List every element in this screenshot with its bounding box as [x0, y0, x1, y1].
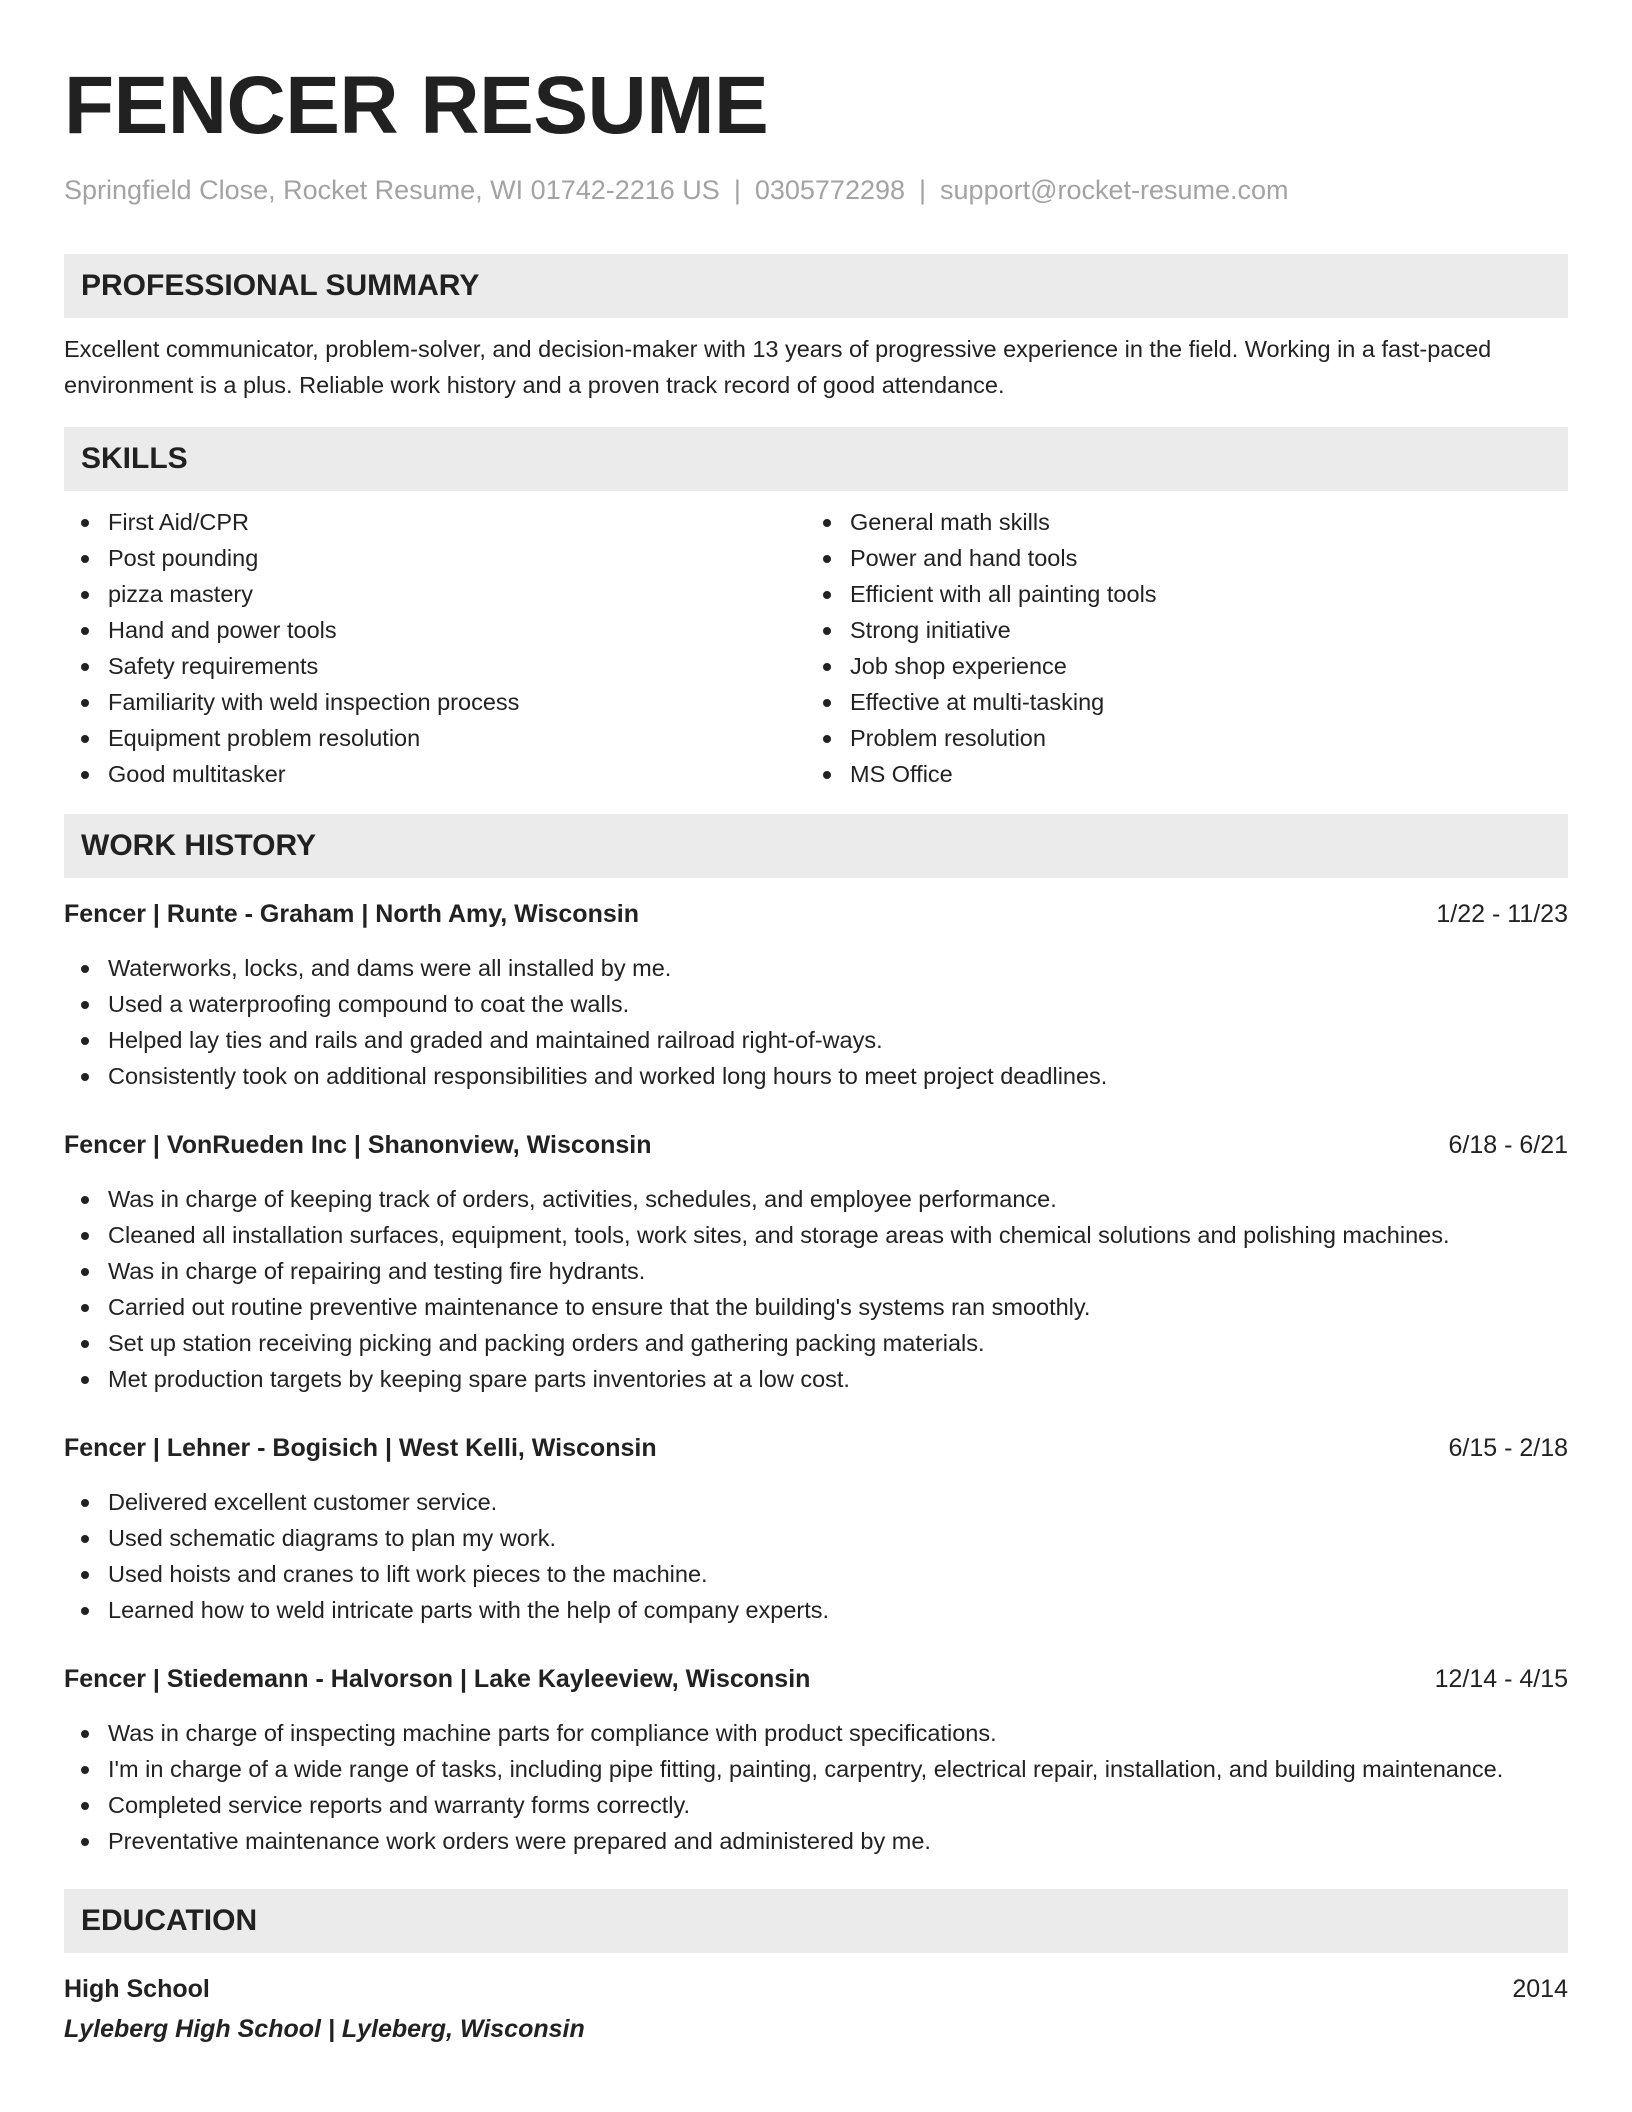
job-entry	[64, 1127, 1568, 1397]
contact-email: support@rocket-resume.com	[940, 175, 1289, 205]
education-year: 2014	[1512, 1975, 1568, 2003]
job-header	[64, 1430, 1568, 1466]
skills-column-right	[806, 504, 1548, 792]
contact-separator: |	[733, 175, 741, 205]
skill-item: Power and hand tools	[806, 540, 1548, 576]
education-degree: High School	[64, 1975, 210, 2003]
job-bullet: Met production targets by keeping spare parts inventories at a low cost.	[64, 1361, 1568, 1397]
job-bullet: Consistently took on additional responsibilities and worked long hours to meet project deadlines.	[64, 1058, 1568, 1094]
job-bullet: Waterworks, locks, and dams were all installed by me.	[64, 950, 1568, 986]
job-bullet: Used schematic diagrams to plan my work.	[64, 1520, 1568, 1556]
section-header-education: EDUCATION	[64, 1889, 1568, 1953]
job-dates: 12/14 - 4/15	[1434, 1665, 1568, 1693]
job-dates: 1/22 - 11/23	[1436, 900, 1568, 928]
contact-address: Springfield Close, Rocket Resume, WI 01742-2216 US	[64, 175, 720, 205]
job-bullet: Was in charge of repairing and testing fire hydrants.	[64, 1253, 1568, 1289]
job-dates: 6/15 - 2/18	[1448, 1434, 1568, 1462]
job-bullets	[64, 1484, 1568, 1628]
skill-item: Post pounding	[64, 540, 806, 576]
education-header	[64, 1971, 1568, 2007]
skill-item: Job shop experience	[806, 648, 1548, 684]
resume-page	[64, 0, 1568, 2047]
job-bullet: Was in charge of keeping track of orders, activities, schedules, and employee performance.	[64, 1181, 1568, 1217]
skills-list	[64, 504, 1568, 792]
job-header	[64, 1661, 1568, 1697]
skill-item: Familiarity with weld inspection process	[64, 684, 806, 720]
job-bullets	[64, 1181, 1568, 1397]
summary-text: Excellent communicator, problem-solver, and decision-maker with 13 years of progressive experience in the field. Working in a fast-paced environment is a plus. Reliable work history and a proven track record of good attendance.	[64, 336, 1492, 398]
job-bullet: I'm in charge of a wide range of tasks, including pipe fitting, painting, carpentry, electrical repair, installation, and building maintenance.	[64, 1751, 1568, 1787]
skill-item: Strong initiative	[806, 612, 1548, 648]
education-school: Lyleberg High School | Lyleberg, Wisconsin	[64, 2015, 585, 2043]
job-bullet: Preventative maintenance work orders were prepared and administered by me.	[64, 1823, 1568, 1859]
skill-item: Problem resolution	[806, 720, 1548, 756]
section-header-skills: SKILLS	[64, 427, 1568, 491]
job-bullet: Completed service reports and warranty forms correctly.	[64, 1787, 1568, 1823]
skill-item: Equipment problem resolution	[64, 720, 806, 756]
skill-item: Good multitasker	[64, 756, 806, 792]
job-title: Fencer | Stiedemann - Halvorson | Lake Kayleeview, Wisconsin	[64, 1665, 811, 1693]
resume-title: FENCER RESUME	[64, 60, 769, 151]
job-bullet: Used hoists and cranes to lift work pieces to the machine.	[64, 1556, 1568, 1592]
job-header	[64, 1127, 1568, 1163]
contact-line	[64, 172, 1568, 208]
job-bullet: Was in charge of inspecting machine parts for compliance with product specifications.	[64, 1715, 1568, 1751]
job-entry	[64, 1430, 1568, 1628]
contact-separator: |	[919, 175, 927, 205]
contact-phone: 0305772298	[754, 175, 906, 205]
job-bullets	[64, 950, 1568, 1094]
job-title: Fencer | Runte - Graham | North Amy, Wisconsin	[64, 900, 639, 928]
job-bullet: Set up station receiving picking and packing orders and gathering packing materials.	[64, 1325, 1568, 1361]
section-header-summary: PROFESSIONAL SUMMARY	[64, 254, 1568, 318]
skill-item: pizza mastery	[64, 576, 806, 612]
job-bullet: Used a waterproofing compound to coat the walls.	[64, 986, 1568, 1022]
skill-item: MS Office	[806, 756, 1548, 792]
skill-item: Efficient with all painting tools	[806, 576, 1548, 612]
skill-item: Safety requirements	[64, 648, 806, 684]
job-bullet: Carried out routine preventive maintenance to ensure that the building's systems ran smoothly.	[64, 1289, 1568, 1325]
job-bullet: Delivered excellent customer service.	[64, 1484, 1568, 1520]
skill-item: General math skills	[806, 504, 1548, 540]
job-bullet: Cleaned all installation surfaces, equipment, tools, work sites, and storage areas with chemical solutions and polishing machines.	[64, 1217, 1568, 1253]
skill-item: Effective at multi-tasking	[806, 684, 1548, 720]
job-bullet: Learned how to weld intricate parts with the help of company experts.	[64, 1592, 1568, 1628]
education-entry	[64, 1971, 1568, 2047]
skill-item: Hand and power tools	[64, 612, 806, 648]
skills-column-left	[64, 504, 806, 792]
job-bullets	[64, 1715, 1568, 1859]
job-entry	[64, 896, 1568, 1094]
job-title: Fencer | VonRueden Inc | Shanonview, Wisconsin	[64, 1131, 652, 1159]
skill-item: First Aid/CPR	[64, 504, 806, 540]
job-entry	[64, 1661, 1568, 1859]
job-header	[64, 896, 1568, 932]
section-header-work-history: WORK HISTORY	[64, 814, 1568, 878]
job-bullet: Helped lay ties and rails and graded and maintained railroad right-of-ways.	[64, 1022, 1568, 1058]
job-title: Fencer | Lehner - Bogisich | West Kelli, Wisconsin	[64, 1434, 657, 1462]
job-dates: 6/18 - 6/21	[1448, 1131, 1568, 1159]
